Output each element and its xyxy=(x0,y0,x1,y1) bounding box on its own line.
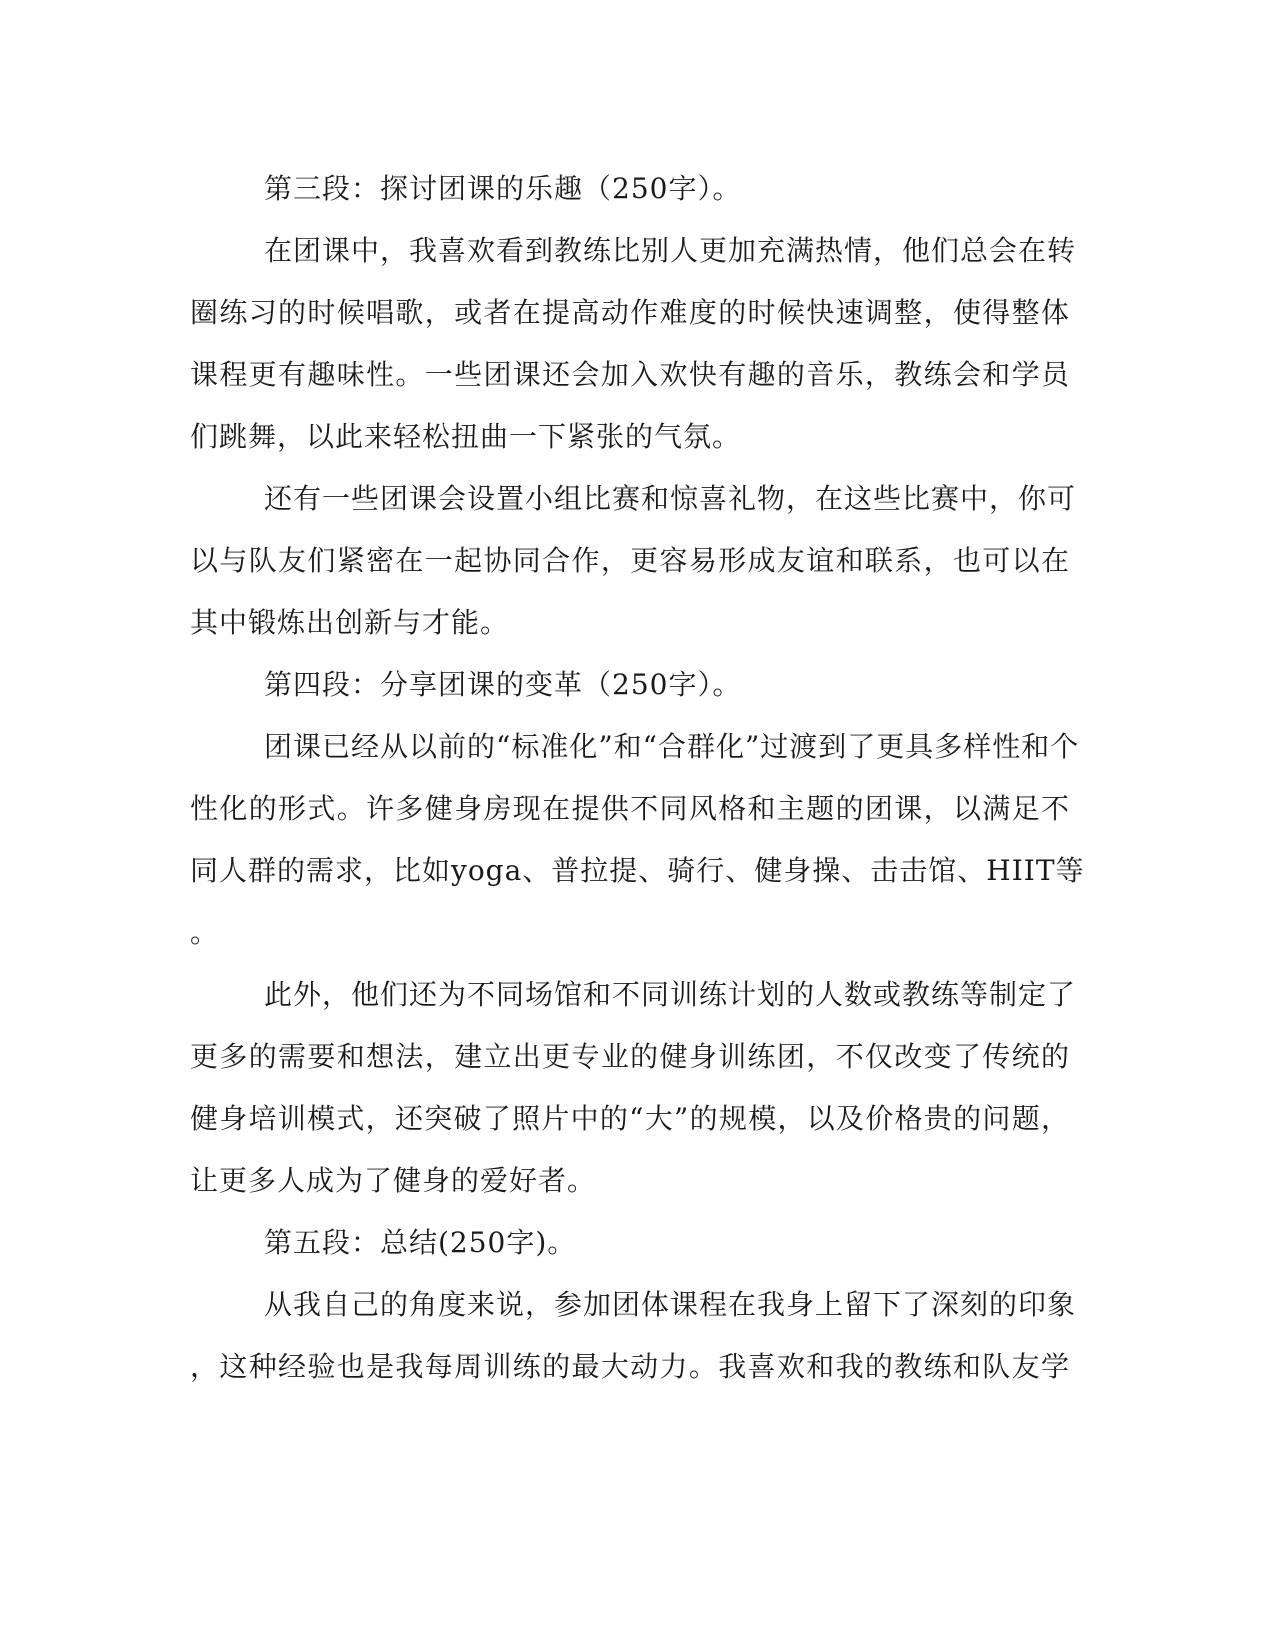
paragraph-line: 健身培训模式，还突破了照片中的“大”的规模，以及价格贵的问题， xyxy=(190,1102,1070,1135)
paragraph-line: 课程更有趣味性。一些团课还会加入欢快有趣的音乐，教练会和学员 xyxy=(190,358,1070,391)
paragraph-line: 更多的需要和想法，建立出更专业的健身训练团，不仅改变了传统的 xyxy=(190,1040,1070,1073)
paragraph-line: 性化的形式。许多健身房现在提供不同风格和主题的团课，以满足不 xyxy=(190,792,1070,825)
paragraph-line: 还有一些团课会设置小组比赛和惊喜礼物，在这些比赛中，你可 xyxy=(264,482,1077,515)
paragraph-line: 圈练习的时候唱歌，或者在提高动作难度的时候快速调整，使得整体 xyxy=(190,296,1070,329)
paragraph-line: 让更多人成为了健身的爱好者。 xyxy=(190,1164,597,1197)
section-heading-5: 第五段：总结(250字)。 xyxy=(264,1226,577,1259)
paragraph-line: 此外，他们还为不同场馆和不同训练计划的人数或教练等制定了 xyxy=(264,978,1077,1011)
section-heading-3: 第三段：探讨团课的乐趣（250字）。 xyxy=(264,172,742,205)
paragraph-line: 团课已经从以前的“标准化”和“合群化”过渡到了更具多样性和个 xyxy=(264,730,1080,763)
paragraph-line: 们跳舞，以此来轻松扭曲一下紧张的气氛。 xyxy=(190,420,742,453)
document-body xyxy=(190,158,1085,1398)
paragraph-line: 从我自己的角度来说，参加团体课程在我身上留下了深刻的印象 xyxy=(264,1288,1077,1321)
paragraph-line: 其中锻炼出创新与才能。 xyxy=(190,606,510,639)
paragraph-line: ，这种经验也是我每周训练的最大动力。我喜欢和我的教练和队友学 xyxy=(190,1350,1070,1383)
paragraph-line: 。 xyxy=(190,916,220,949)
paragraph-line: 以与队友们紧密在一起协同合作，更容易形成友谊和联系，也可以在 xyxy=(190,544,1070,577)
paragraph-line: 在团课中，我喜欢看到教练比别人更加充满热情，他们总会在转 xyxy=(264,234,1077,267)
section-heading-4: 第四段：分享团课的变革（250字）。 xyxy=(264,668,742,701)
paragraph-line: 同人群的需求，比如yoga、普拉提、骑行、健身操、击击馆、HIIT等 xyxy=(190,854,1085,887)
